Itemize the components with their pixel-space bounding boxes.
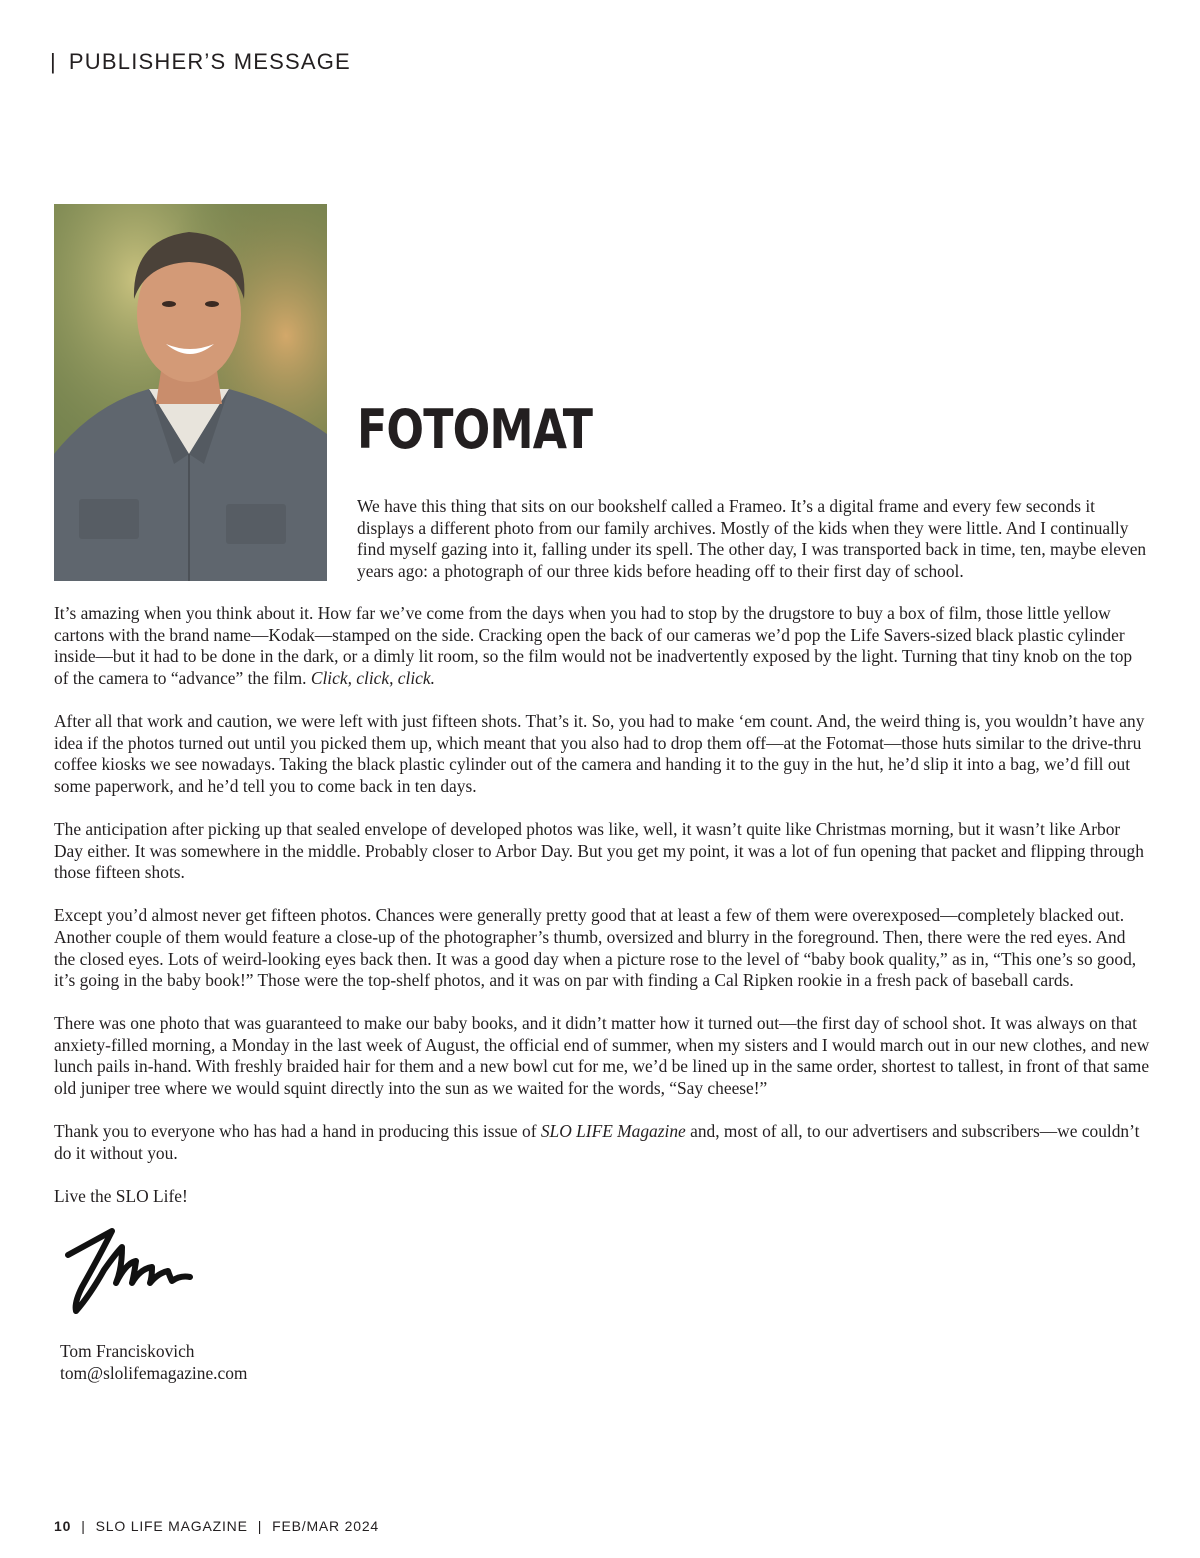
section-label-text: PUBLISHER’S MESSAGE — [68, 49, 351, 74]
magazine-name-italic: SLO LIFE Magazine — [540, 1121, 686, 1142]
article-title: FOTOMAT — [357, 398, 593, 461]
body-paragraph: Except you’d almost never get fifteen photos. Chances were generally pretty good that at least a few of them were overexposed—completely blacked out. Another couple of them would feature a close-up of the photographer’s thumb, oversized and blurry in the foreground. Then, there were the red eyes. And the closed eyes. Lots of weird-looking eyes back then. It was a good day when a picture rose to the level of “baby book quality,” as in, “This one’s so good, it’s going in the baby book!” Those were the top-shelf photos, and it was on par with finding a Cal Ripken rookie in a fresh pack of baseball cards. — [54, 905, 1137, 991]
footer-separator: | — [81, 1518, 86, 1534]
body-paragraph-italic: Click, click, click. — [310, 667, 435, 688]
body-paragraph: After all that work and caution, we were left with just fifteen shots. That’s it. So, you had to make ‘em count. And, the weird thing is, you wouldn’t have any idea if the photos turned out until you picked them up, which meant that you also had to drop them off—at the Fotomat—those huts similar to the drive-thru coffee kiosks we see nowadays. Taking the black plastic cylinder out of the camera and handing it to the guy in the hut, he’d slip it into a bag, we’d fill out some paperwork, and he’d tell you to come back in ten days. — [54, 710, 1145, 796]
page-footer — [54, 1518, 379, 1534]
section-divider: | — [50, 49, 57, 74]
signature-block — [60, 1340, 247, 1384]
body-paragraph-text: and, most of all, to our advertisers and subscribers—we couldn’t do it without you. — [54, 1121, 1140, 1163]
signature-image — [60, 1225, 200, 1320]
footer-separator: | — [257, 1518, 263, 1534]
author-photo — [54, 204, 327, 581]
page-number: 10 — [54, 1518, 72, 1534]
intro-paragraph: We have this thing that sits on our bookshelf called a Frameo. It’s a digital frame and every few seconds it displays a different photo from our family archives. Mostly of the kids when they were little. And I continually find myself gazing into it, falling under its spell. The other day, I was transported back in time, ten, maybe eleven years ago: a photograph of our three kids before heading off to their first day of school. — [357, 496, 1147, 581]
article-body — [54, 603, 1150, 1229]
sign-off: Live the SLO Life! — [54, 1186, 188, 1207]
body-paragraph-text: Thank you to everyone who has had a hand in producing this issue of — [54, 1121, 541, 1142]
body-paragraph — [54, 1121, 1150, 1164]
body-paragraph: There was one photo that was guaranteed to make our baby books, and it didn’t matter how it turned out—the first day of school shot. It was always on that anxiety-filled morning, a Monday in the last week of August, the official end of summer, when my sisters and I would march out in our new clothes, and new lunch pails in-hand. With freshly braided hair for them and a new bowl cut for me, we’d be lined up in the same order, shortest to tallest, in front of that same old juniper tree where we would squint directly into the sun as we waited for the words, “Say cheese!” — [54, 1013, 1150, 1099]
issue-date: FEB/MAR 2024 — [272, 1518, 380, 1534]
author-email: tom@slolifemagazine.com — [60, 1363, 248, 1383]
body-paragraph: The anticipation after picking up that sealed envelope of developed photos was like, well, it wasn’t quite like Christmas morning, but it wasn’t like Arbor Day either. It was somewhere in the middle. Probably closer to Arbor Day. But you get my point, it was a lot of fun opening that packet and flipping through those fifteen shots. — [54, 818, 1144, 883]
body-paragraph-text: It’s amazing when you think about it. How far we’ve come from the days when you had to stop by the drugstore to buy a box of film, those little yellow cartons with the brand name—Kodak—stamped on the side. Cracking open the back of our cameras we’d pop the Life Savers-sized black plastic cylinder inside—but it had to be done in the dark, or a dimly lit room, so the film would not be inadvertently exposed by the light. Turning that tiny knob on the top of the camera to “advance” the film. — [54, 603, 1133, 688]
section-label — [50, 49, 351, 75]
body-paragraph — [54, 603, 1150, 689]
author-name: Tom Franciskovich — [60, 1341, 195, 1361]
magazine-name: SLO LIFE MAGAZINE — [95, 1518, 248, 1534]
